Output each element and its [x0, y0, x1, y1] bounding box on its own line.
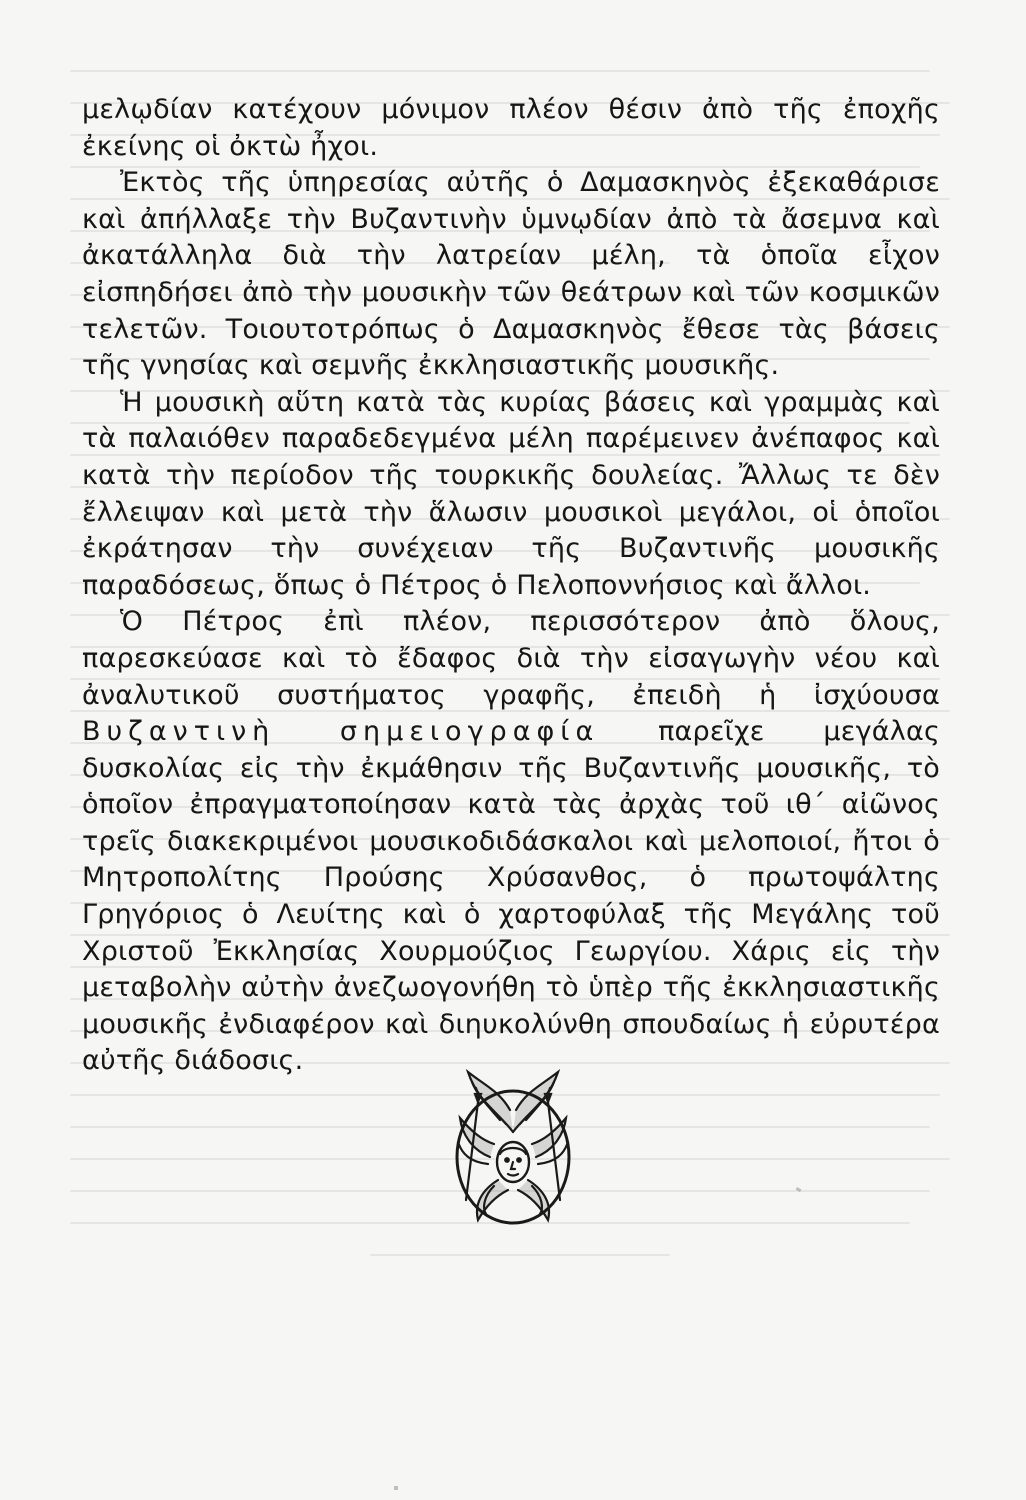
paragraph-4-part-2: παρεῖχε μεγάλας δυσκολίας εἰς τὴν ἐκμάθησιν τῆς Βυζαντινῆς μουσικῆς, τὸ ὁποῖον ἐπραγματοποίησαν κατὰ τὰς ἀρχὰς τοῦ ιθ΄ αἰῶνος τρεῖς διακεκριμένοι μουσικοδιδάσκαλοι καὶ μελοποιοί, ἤτοι ὁ Μητροπολίτης Προύσης Χρύσανθος, ὁ πρωτοψάλτης Γρηγόριος ὁ Λευίτης καὶ ὁ χαρτοφύλαξ τῆς Μεγάλης τοῦ Χριστοῦ Ἐκκλησίας Χουρμούζιος Γεωργίου. Χάρις εἰς τὴν μεταβολὴν αὐτὴν ἀνεζωογονήθη τὸ ὑπὲρ τῆς ἐκκλησιαστικῆς μουσικῆς ἐνδιαφέρον καὶ διηυκολύνθη σπουδαίως ἡ εὐρυτέρα αὐτῆς διάδοσις.	[82, 716, 940, 1077]
spaced-emphasis-term: Βυζαντινὴ σημειογραφία	[82, 716, 600, 748]
paragraph-3: Ἡ μουσικὴ αὕτη κατὰ τὰς κυρίας βάσεις καὶ γραμμὰς καὶ τὰ παλαιόθεν παραδεδεγμένα μέλη παρέμεινεν ἀνέπαφος καὶ κατὰ τὴν περίοδον τῆς τουρκικῆς δουλείας. Ἄλλως τε δὲν ἔλλειψαν καὶ μετὰ τὴν ἅλωσιν μουσικοὶ μεγάλοι, οἱ ὁποῖοι ἐκράτησαν τὴν συνέχειαν τῆς Βυζαντινῆς μουσικῆς παραδόσεως, ὅπως ὁ Πέτρος ὁ Πελοποννήσιος καὶ ἄλλοι.	[82, 386, 940, 601]
paragraph-4	[82, 604, 940, 1080]
seraph-ornament-icon	[448, 1062, 578, 1232]
paragraph-4-part-1: Ὁ Πέτρος ἐπὶ πλέον, περισσότερον ἀπὸ ὅλους, παρεσκεύασε καὶ τὸ ἔδαφος διὰ τὴν εἰσαγωγὴν νέου καὶ ἀναλυτικοῦ συστήματος γραφῆς, ἐπειδὴ ἡ ἰσχύουσα	[82, 606, 940, 711]
paragraph-2: Ἐκτὸς τῆς ὑπηρεσίας αὐτῆς ὁ Δαμασκηνὸς ἐξεκαθάρισε καὶ ἀπήλλαξε τὴν Βυζαντινὴν ὑμνῳδίαν ἀπὸ τὰ ἄσεμνα καὶ ἀκατάλληλα διὰ τὴν λατρείαν μέλη, τὰ ὁποῖα εἶχον εἰσπηδήσει ἀπὸ τὴν μουσικὴν τῶν θεάτρων καὶ τῶν κοσμικῶν τελετῶν. Τοιουτοτρόπως ὁ Δαμασκηνὸς ἔθεσε τὰς βάσεις τῆς γνησίας καὶ σεμνῆς ἐκκλησιαστικῆς μουσικῆς.	[82, 167, 940, 382]
print-speck	[394, 1486, 398, 1490]
body-text	[82, 92, 940, 1080]
paragraph-1: μελῳδίαν κατέχουν μόνιμον πλέον θέσιν ἀπὸ τῆς ἐποχῆς ἐκείνης οἱ ὀκτὼ ἦχοι.	[82, 94, 940, 162]
print-speck	[796, 1187, 802, 1192]
